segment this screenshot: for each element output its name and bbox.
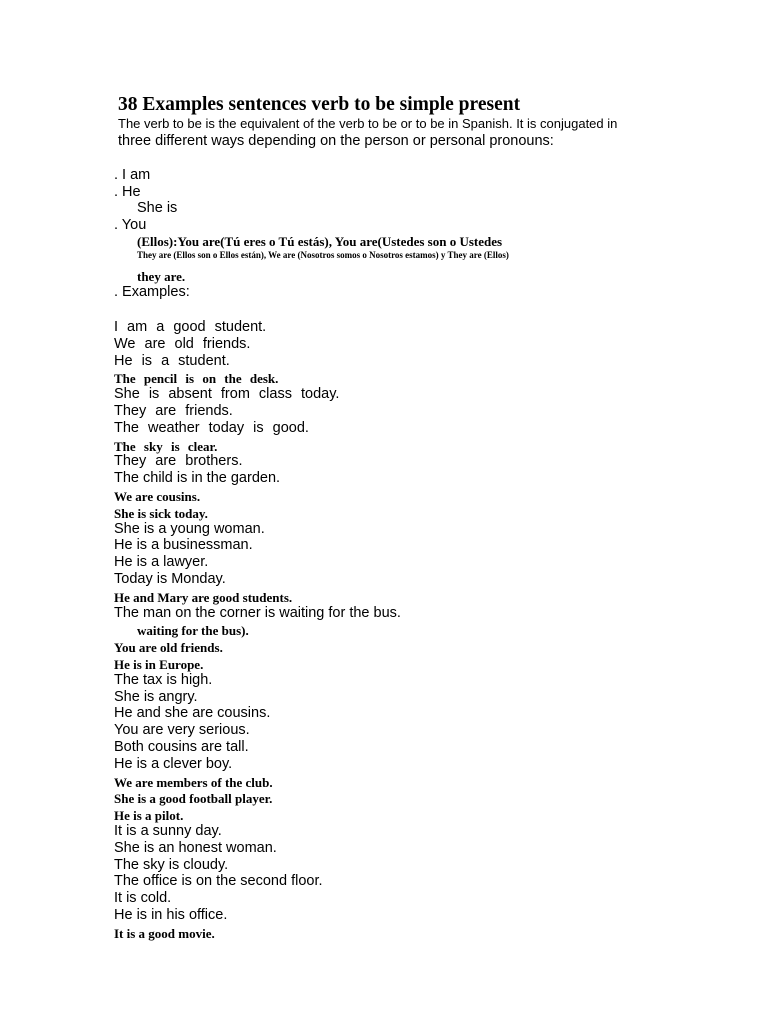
example-sentence: He is a lawyer.	[114, 554, 209, 570]
example-sentence: She is an honest woman.	[114, 840, 277, 856]
example-sentence: We are cousins.	[114, 489, 201, 504]
example-sentence: They are brothers.	[114, 453, 243, 469]
example-sentence: The tax is high.	[114, 672, 213, 688]
example-sentence: I am a good student.	[114, 319, 267, 335]
pronoun-ellos-line: (Ellos):You are(Tú eres o Tú estás), You are(Ustedes son o Ustedes	[137, 234, 503, 249]
example-sentence: The office is on the second floor.	[114, 873, 323, 889]
pronoun-they-are: they are.	[137, 269, 186, 284]
example-sentence: The weather today is good.	[114, 420, 309, 436]
page-title: 38 Examples sentences verb to be simple present	[118, 94, 521, 115]
example-sentence: It is a sunny day.	[114, 823, 222, 839]
example-sentence: He and Mary are good students.	[114, 590, 293, 605]
example-sentence: The child is in the garden.	[114, 470, 281, 486]
example-sentence: He and she are cousins.	[114, 705, 271, 721]
pronoun-you: . You	[114, 217, 147, 233]
example-sentence: The pencil is on the desk.	[114, 371, 279, 386]
example-sentence: It is a good movie.	[114, 926, 215, 941]
intro-line-1: The verb to be is the equivalent of the verb to be or to be in Spanish. It is conjugated in	[118, 116, 618, 131]
example-sentence: She is a good football player.	[114, 791, 273, 806]
example-sentence: Both cousins are tall.	[114, 739, 249, 755]
example-sentence: He is a businessman.	[114, 537, 253, 553]
example-sentence: She is sick today.	[114, 506, 208, 521]
example-sentence: The sky is clear.	[114, 439, 218, 454]
examples-label: . Examples:	[114, 284, 190, 300]
example-sentence: He is a student.	[114, 353, 230, 369]
example-sentence: Today is Monday.	[114, 571, 226, 587]
example-sentence: The sky is cloudy.	[114, 857, 229, 873]
example-sentence: He is a pilot.	[114, 808, 184, 823]
pronoun-he: . He	[114, 184, 141, 200]
example-sentence: He is in Europe.	[114, 657, 204, 672]
example-sentence: It is cold.	[114, 890, 172, 906]
example-sentence: She is absent from class today.	[114, 386, 340, 402]
example-sentence: He is in his office.	[114, 907, 228, 923]
example-sentence: The man on the corner is waiting for the bus.	[114, 605, 401, 621]
pronoun-she-is: She is	[137, 200, 178, 216]
example-sentence: He is a clever boy.	[114, 756, 233, 772]
example-sentence: They are friends.	[114, 403, 233, 419]
example-sentence: She is a young woman.	[114, 521, 265, 537]
example-sentence: We are members of the club.	[114, 775, 273, 790]
example-sentence: You are very serious.	[114, 722, 250, 738]
pronoun-i-am: . I am	[114, 167, 151, 183]
example-sentence: We are old friends.	[114, 336, 251, 352]
example-sentence: waiting for the bus).	[137, 623, 249, 638]
pronoun-tiny-line: They are (Ellos son o Ellos están), We are (Nosotros somos o Nosotros estamos) y They are (Ellos)	[137, 250, 509, 260]
example-sentence: She is angry.	[114, 689, 198, 705]
intro-line-2: three different ways depending on the person or personal pronouns:	[118, 133, 554, 149]
example-sentence: You are old friends.	[114, 640, 223, 655]
